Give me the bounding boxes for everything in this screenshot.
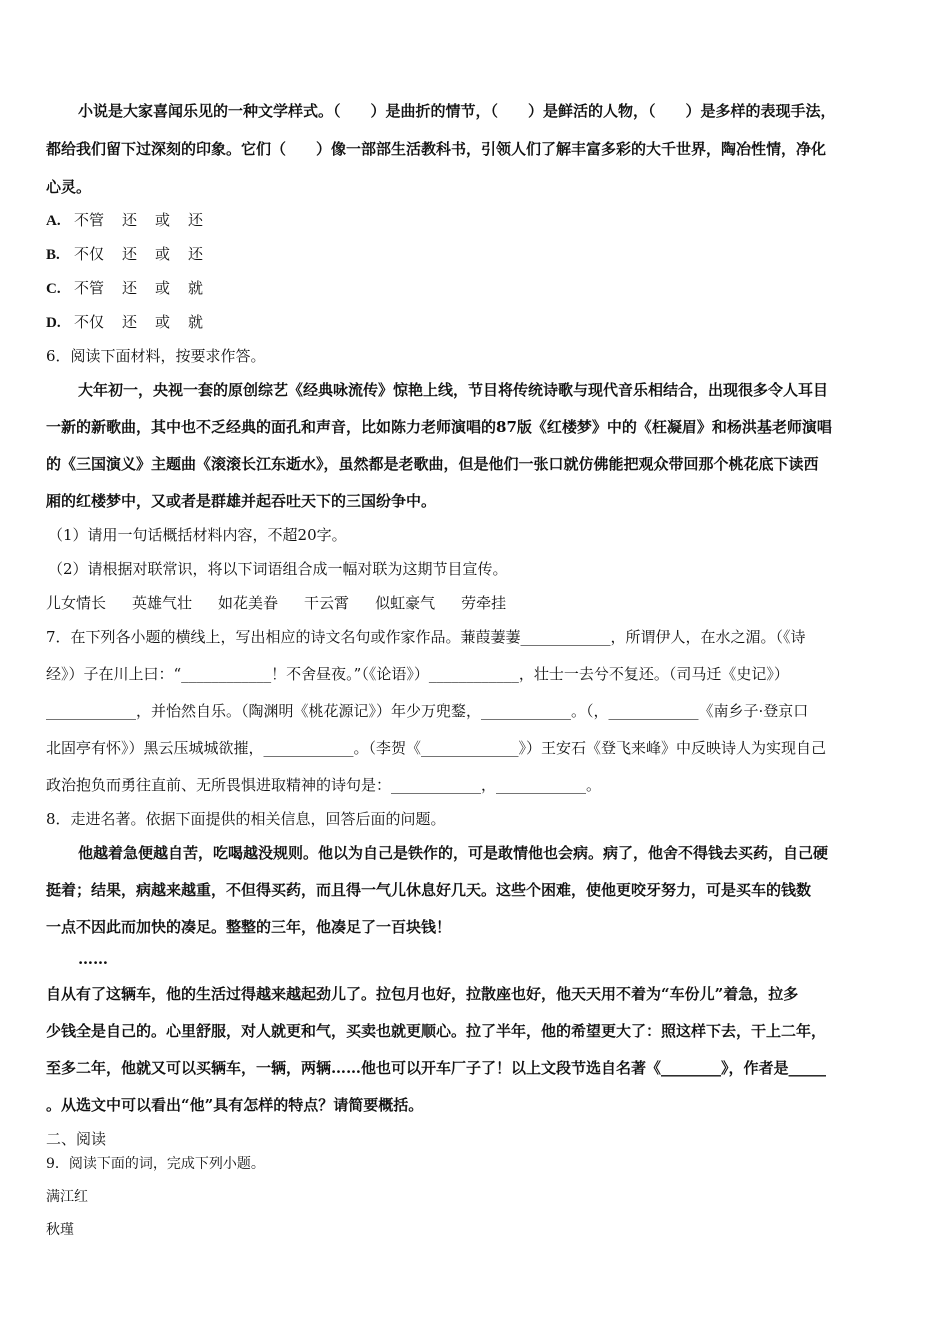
q8-passage-1-line-1: 他越着急便越自苦，吃喝越没规则。他以为自己是铁作的，可是敢情他也会病。病了，他舍不得钱去买药，自己硬 — [78, 844, 829, 862]
poem-title: 满江红 — [46, 1189, 88, 1205]
option-word: 还 — [188, 245, 204, 263]
q6-paragraph-line-2: 一新的新歌曲，其中也不乏经典的面孔和声音，比如陈力老师演唱的87版《红楼梦》中的《枉凝眉》和杨洪基老师演唱 — [46, 418, 832, 436]
q6-subquestion-1: （1）请用一句话概括材料内容，不超20字。 — [48, 526, 347, 544]
q8-passage-1-line-2: 挺着；结果，病越来越重，不但得买药，而且得一气儿休息好几天。这些个困难，使他更咬牙努力，可是买车的钱数 — [46, 881, 812, 899]
option-word: 不管 — [74, 279, 105, 297]
q8-ellipsis: …… — [78, 950, 108, 968]
q7-line-5: 政治抱负而勇往直前、无所畏惧进取精神的诗句是：____________，____________。 — [46, 776, 602, 794]
word-item: 如花美眷 — [218, 594, 279, 612]
q7-line-4: 北固亭有怀》）黑云压城城欲摧，____________。（李贺《_____________》）王安石《登飞来峰》中反映诗人为实现自己 — [46, 739, 827, 757]
option-letter: A. — [46, 213, 61, 229]
q5-option-a[interactable] — [46, 209, 221, 232]
q7-line-3: ____________，并怡然自乐。（陶渊明《桃花源记》）年少万兜鍪，____________。（，____________《南乡子·登京口 — [46, 702, 809, 720]
word-item: 似虹豪气 — [375, 594, 436, 612]
option-word: 或 — [155, 313, 171, 331]
word-item: 儿女情长 — [46, 594, 107, 612]
word-item: 劳牵挂 — [461, 594, 507, 612]
q8-passage-2-line-2: 少钱全是自己的。心里舒服，对人就更和气，买卖也就更顺心。拉了半年，他的希望更大了：照这样下去，干上二年， — [46, 1022, 827, 1040]
q5-stem-line-3: 心灵。 — [46, 178, 92, 196]
option-word: 还 — [122, 279, 138, 297]
word-item: 英雄气壮 — [132, 594, 193, 612]
q5-option-c[interactable] — [46, 277, 221, 300]
option-word: 就 — [188, 279, 204, 297]
option-word: 还 — [122, 211, 138, 229]
section-2-title: 二、阅读 — [46, 1130, 107, 1148]
option-word: 不管 — [74, 211, 105, 229]
q6-title: 6．阅读下面材料，按要求作答。 — [46, 347, 266, 365]
q5-option-b[interactable] — [46, 243, 221, 266]
q8-passage-2-line-4: 。从选文中可以看出“他”具有怎样的特点？请简要概括。 — [46, 1096, 424, 1114]
word-item: 干云霄 — [304, 594, 350, 612]
option-word: 或 — [155, 245, 171, 263]
q9-title: 9．阅读下面的词，完成下列小题。 — [46, 1156, 265, 1172]
q8-title: 8．走进名著。依据下面提供的相关信息，回答后面的问题。 — [46, 810, 446, 828]
q5-stem-line-1: 小说是大家喜闻乐见的一种文学样式。（ ）是曲折的情节，（ ）是鲜活的人物，（ ）是多样的表现手法， — [78, 102, 836, 120]
option-word: 还 — [122, 245, 138, 263]
option-word: 不仅 — [74, 245, 105, 263]
q6-paragraph-line-1: 大年初一，央视一套的原创综艺《经典咏流传》惊艳上线，节目将传统诗歌与现代音乐相结合，出现很多令人耳目 — [78, 381, 829, 399]
q6-paragraph-line-3: 的《三国演义》主题曲《滚滚长江东逝水》，虽然都是老歌曲，但是他们一张口就仿佛能把观众带回那个桃花底下读西 — [46, 455, 819, 473]
option-word: 不仅 — [74, 313, 105, 331]
q8-passage-2-line-1: 自从有了这辆车，他的生活过得越来越起劲儿了。拉包月也好，拉散座也好，他天天用不着为“车份儿”着急，拉多 — [46, 985, 799, 1003]
option-letter: C. — [46, 281, 61, 297]
poem-author: 秋瑾 — [46, 1222, 74, 1238]
q5-option-d[interactable] — [46, 311, 221, 334]
option-word: 还 — [188, 211, 204, 229]
option-word: 或 — [155, 279, 171, 297]
q5-stem-line-2: 都给我们留下过深刻的印象。它们（ ）像一部部生活教科书，引领人们了解丰富多彩的大千世界，陶冶性情，净化 — [46, 140, 827, 158]
q7-line-2: 经》）子在川上曰：“____________！不舍昼夜。”（《论语》）____________，壮士一去兮不复还。（司马迁《史记》） — [46, 665, 789, 683]
q8-passage-1-line-3: 一点不因此而加快的凑足。整整的三年，他凑足了一百块钱！ — [46, 918, 452, 936]
option-word: 或 — [155, 211, 171, 229]
option-word: 就 — [188, 313, 204, 331]
option-word: 还 — [122, 313, 138, 331]
option-letter: B. — [46, 247, 60, 263]
q6-subquestion-2: （2）请根据对联常识，将以下词语组合成一幅对联为这期节目宣传。 — [48, 560, 508, 578]
q8-passage-2-line-3: 至多二年，他就又可以买辆车，一辆，两辆……他也可以开车厂子了！以上文段节选自名著《________》，作者是_____ — [46, 1059, 827, 1077]
q7-line-1: 7．在下列各小题的横线上，写出相应的诗文名句或作家作品。蒹葭萋萋____________，所谓伊人，在水之湄。（《诗 — [46, 628, 806, 646]
q6-paragraph-line-4: 厢的红楼梦中，又或者是群雄并起吞吐天下的三国纷争中。 — [46, 492, 437, 510]
q6-word-list — [46, 592, 906, 614]
option-letter: D. — [46, 315, 61, 331]
